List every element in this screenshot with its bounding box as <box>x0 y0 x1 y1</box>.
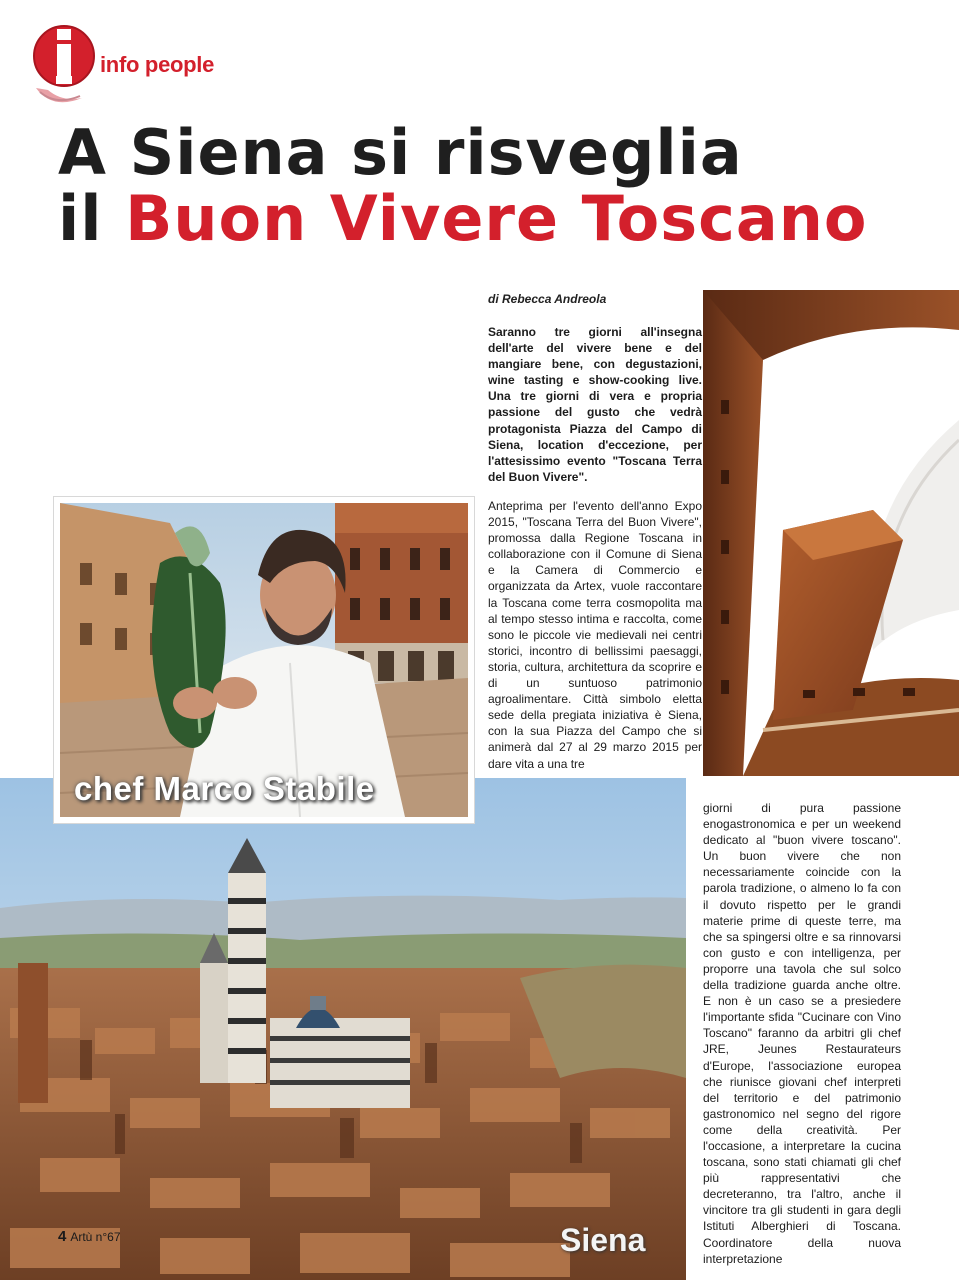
headline <box>58 116 938 255</box>
headline-line-1: A Siena si risveglia <box>58 116 743 189</box>
tower-courtyard-photo <box>703 290 959 776</box>
city-photo-caption: Siena <box>560 1222 646 1258</box>
lead-paragraph: Saranno tre giorni all'insegna dell'arte del vivere bene e del mangiare bene, con degustazioni, wine tasting e show-cooking live. Una tre giorni di vera e propria passione del gusto che vedrà protagonista Piazza del Campo di Siena, location d'eccezione, per l'attesissimo evento "Toscana Terra del Buon Vivere". <box>488 325 702 484</box>
byline: di Rebecca Andreola <box>488 292 607 306</box>
headline-line-2 <box>58 182 938 255</box>
headline-highlight: Buon Vivere Toscano <box>125 182 868 255</box>
section-label: info people <box>100 52 215 77</box>
body-column-2: giorni di pura passione enogastronomica e per un weekend dedicato al "buon vivere toscano". Un buon vivere che non necessariamente coincide con la parola tradizione, o almeno lo fa con il dovuto rispetto per le grandi materie prime di queste terre, ma che sa spingersi oltre e sa rinnovarsi con gusto e con intelligenza, per proporre una tavola che sul solco della tradizione guarda anche oltre. E non è un caso se a presiedere l'importante sfida "Cucinare con Vino Toscano" faranno da arbitri gli chef JRE, Jeunes Restaurateurs d'Europe, l'associazione europea che riunisce giovani chef interpreti del territorio e del patrimonio gastronomico nel segno del rigore come della creatività. Per l'occasione, a interpretare la cucina toscana, sono stati chiamati gli chef più rappresentativi che decreteranno, tra l'altro, anche il vincitore tra gli studenti in gara degli Istituti Alberghieri di Toscana. Coordinatore della nuova interpretazione <box>703 801 901 1266</box>
headline-prefix: il <box>58 182 126 255</box>
chef-photo-caption: chef Marco Stabile <box>74 770 375 807</box>
page-number: 4 <box>58 1228 67 1245</box>
siena-panorama-photo <box>0 778 686 1280</box>
body-column-1: Anteprima per l'evento dell'anno Expo 2015, "Toscana Terra del Buon Vivere", promossa dalla Regione Toscana in collaborazione con il Comune di Siena e la Camera di Commercio e organizzata da Artex, vuole raccontare la Toscana come terra cosmopolita ma al tempo stesso intima e raccolta, come sono le piccole vie medievali nei centri storici, incontro di bellissimi paesaggi, storia, cultura, architettura da scoprire e di un suntuoso patrimonio agroalimentare. Città simbolo eletta sede della pregiata iniziativa è Siena, con la sua Piazza del Campo che si animerà dal 27 al 29 marzo 2015 per dare vita a una tre <box>488 499 702 771</box>
page-folio <box>58 1228 121 1246</box>
magazine-issue: Artù n°67 <box>70 1230 121 1244</box>
section-tag <box>22 18 282 108</box>
